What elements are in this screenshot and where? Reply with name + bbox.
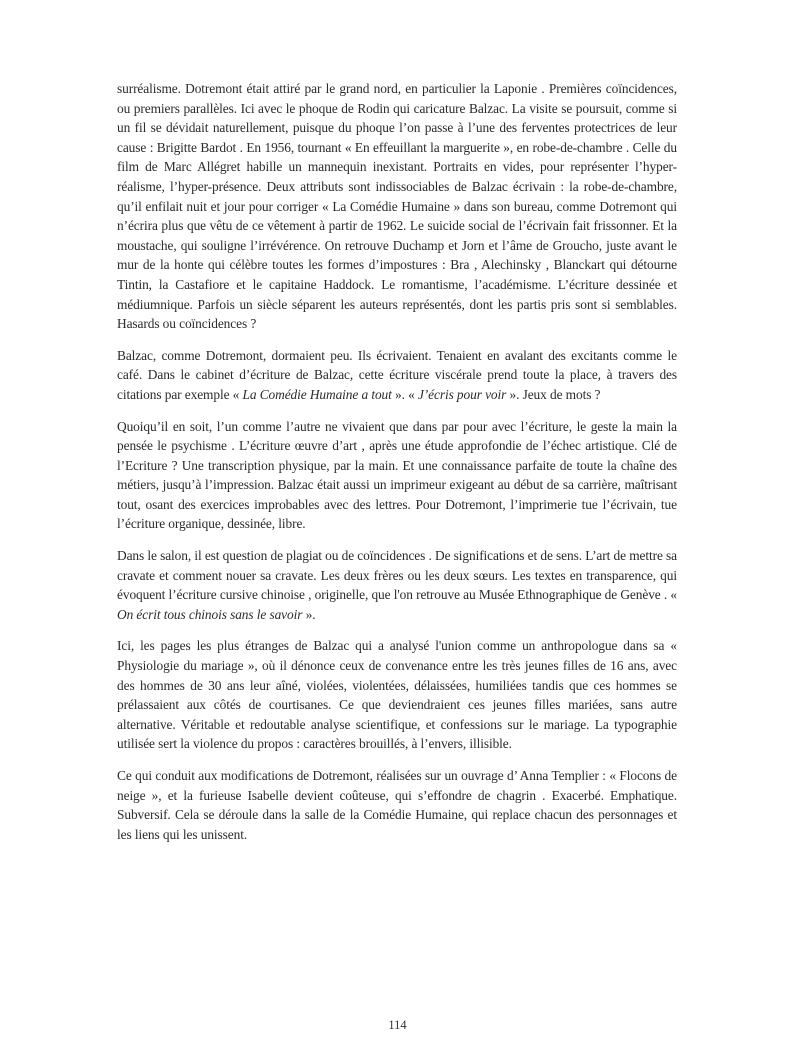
paragraph-2-text-a: Balzac, comme Dotremont, dormaient peu. Ils écrivaient. Tenaient en avalant des excitants comme le café. Dans le cabinet d’écriture de Balzac, cette écriture viscérale prend toute la place, à travers des citations par exemple « xyxy=(117,347,677,402)
paragraph-5 xyxy=(117,636,677,754)
page-body xyxy=(117,79,677,856)
quote-on-ecrit-tous-chinois: On écrit tous chinois sans le savoir xyxy=(117,606,303,622)
quote-comedie-humaine-a-tout: La Comédie Humaine a tout xyxy=(242,386,392,402)
paragraph-2-text-b: ». « xyxy=(391,386,418,402)
paragraph-3-text: Quoiqu’il en soit, l’un comme l’autre ne vivaient que dans par pour avec l’écriture, le geste la main la pensée le psychisme . L’écriture œuvre d’art , après une étude approfondie de l’échec artistique. Clé de l’Ecriture ? Une transcription physique, par la main. Et une connaissance parfaite de toute la chaîne des métiers, jusqu’à l’impression. Balzac était aussi un imprimeur exigeant au début de sa carrière, maîtrisant tout, osant des exercices improbables avec des lettres. Pour Dotremont, l’imprimerie tue l’écrivain, tue l’écriture organique, dessinée, libre. xyxy=(117,418,677,532)
paragraph-4-text-a: Dans le salon, il est question de plagiat ou de coïncidences . De significations et de sens. L’art de mettre sa cravate et comment nouer sa cravate. Les deux frères ou les deux sœurs. Les textes en transparence, qui évoquent l’écriture cursive chinoise , originelle, que l'on retrouve au Musée Ethnographique de Genève . « xyxy=(117,548,677,603)
paragraph-1-text: surréalisme. Dotremont était attiré par le grand nord, en particulier la Laponie . Premières coïncidences, ou premiers parallèles. Ici avec le phoque de Rodin qui caricature Balzac. La visite se poursuit, comme si un fil se dévidait naturellement, puisque du phoque l’on passe à l’une des ferventes protectrices de leur cause : Brigitte Bardot . En 1956, tournant « En effeuillant la marguerite », en robe-de-chambre . Celle du film de Marc Allégret habille un mannequin inexistant. Portraits en vides, pour représenter l’hyper-réalisme, l’hyper-présence. Deux attributs sont indissociables de Balzac écrivain : la robe-de-chambre, qu’il enfilait nuit et jour pour corriger « La Comédie Humaine » dans son bureau, comme Dotremont qui n’écrira plus que vêtu de ce vêtement à partir de 1962. Le suicide social de l’écrivain fait frissonner. Et la moustache, qui souligne l’irrévérence. On retrouve Duchamp et Jorn et l’âme de Groucho, juste avant le mur de la honte qui célèbre toutes les formes d’impostures : Bra , Alechinsky , Blanckart qui détourne Tintin, la Castafiore et le capitaine Haddock. Le romantisme, l’académisme. L’écriture dessinée et médiumnique. Parfois un siècle séparent les auteurs représentés, dont les partis pris sont si semblables. Hasards ou coïncidences ? xyxy=(117,81,677,332)
paragraph-1 xyxy=(117,79,677,334)
paragraph-4-text-b: ». xyxy=(302,606,316,622)
paragraph-6 xyxy=(117,766,677,844)
paragraph-6-text: Ce qui conduit aux modifications de Dotremont, réalisées sur un ouvrage d’ Anna Templier : « Flocons de neige », et la furieuse Isabelle devient coûteuse, qui s’effondre de chagrin . Exacerbé. Emphatique. Subversif. Cela se déroule dans la salle de la Comédie Humaine, qui replace chacun des personnages et les liens qui les unissent. xyxy=(117,768,677,842)
page-number: 114 xyxy=(388,1018,407,1032)
paragraph-2 xyxy=(117,346,677,405)
paragraph-2-text-c: ». Jeux de mots ? xyxy=(506,386,601,402)
quote-j-ecris-pour-voir: J’écris pour voir xyxy=(417,386,507,402)
paragraph-3 xyxy=(117,417,677,535)
paragraph-4 xyxy=(117,546,677,624)
paragraph-5-text: Ici, les pages les plus étranges de Balzac qui a analysé l'union comme un anthropologue dans sa « Physiologie du mariage », où il dénonce ceux de convenance entre les très jeunes filles de 16 ans, avec des hommes de 30 ans leur aîné, violées, violentées, délaissées, humiliées tandis que ces hommes se prélassaient aux côtés de courtisanes. Ce que deviendraient ces jeunes filles mariées, sans autre alternative. Véritable et redoutable analyse scientifique, et confessions sur le mariage. La typographie utilisée sert la violence du propos : caractères brouillés, à l’envers, illisible. xyxy=(117,638,677,752)
